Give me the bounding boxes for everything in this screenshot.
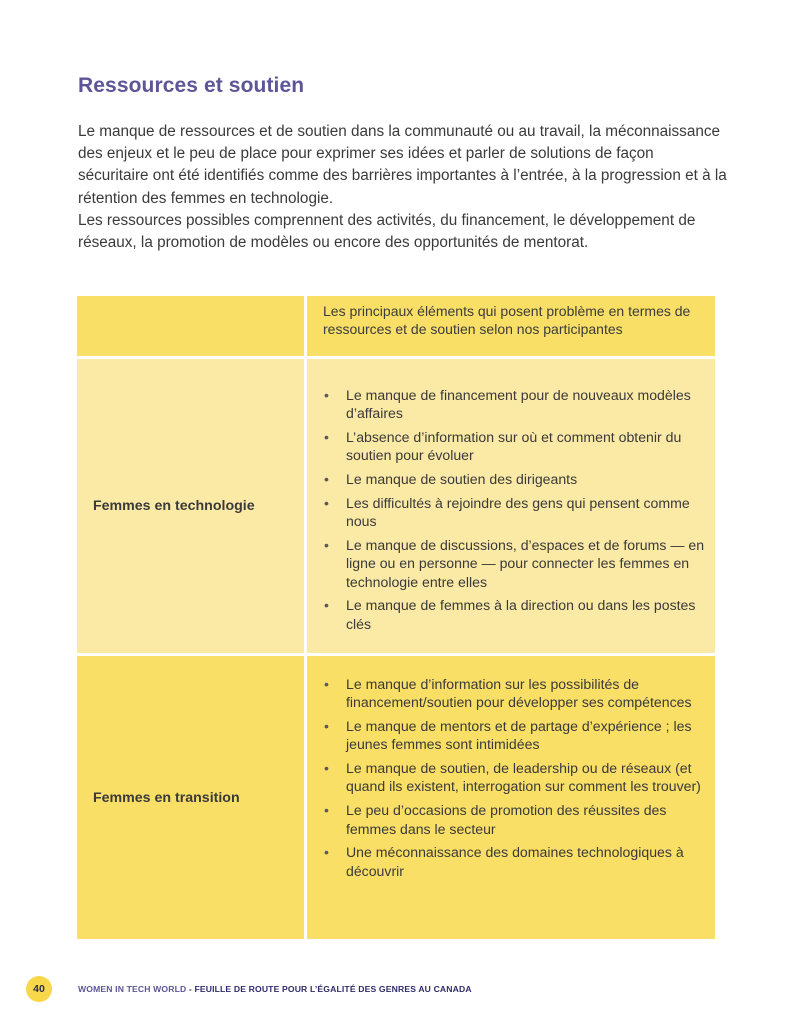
bullet-list	[307, 656, 715, 880]
resources-table	[77, 296, 715, 939]
list-item-text: Le manque d’information sur les possibilités de financement/soutien pour développer ses compétences	[346, 676, 692, 711]
intro-paragraph: Le manque de ressources et de soutien dans la communauté ou au travail, la méconnaissance des enjeux et le peu de place pour exprimer ses idées et parler de solutions de façon sécuritaire ont été identifiés comme des barrières importantes à l’entrée, à la progression et à la rétention des femmes en technologie.	[78, 123, 727, 207]
page-number-badge	[26, 976, 52, 1002]
row-label-text: Femmes en technologie	[93, 498, 255, 514]
list-item-text: Le manque de soutien des dirigeants	[346, 471, 578, 488]
list-item	[307, 843, 715, 880]
list-item	[307, 596, 715, 633]
list-item	[307, 428, 715, 465]
table-header-left-cell	[77, 296, 304, 356]
list-item-text: Le manque de discussions, d’espaces et de forums — en ligne ou en personne — pour connecter les femmes en technologie entre elles	[346, 537, 705, 590]
bullet-icon: •	[324, 537, 329, 554]
page-number: 40	[33, 983, 45, 995]
list-item	[307, 386, 715, 423]
intro-paragraph: Les ressources possibles comprennent des activités, du financement, le développement de réseaux, la promotion de modèles ou encore des opportunités de mentorat.	[78, 211, 696, 252]
footer-brand: WOMEN IN TECH WORLD	[78, 984, 187, 994]
footer	[78, 984, 472, 994]
list-item	[307, 536, 715, 591]
bullet-icon: •	[324, 387, 329, 403]
row-items-women-in-transition	[307, 656, 715, 939]
section-title: Ressources et soutien	[78, 74, 305, 97]
footer-document-title: FEUILLE DE ROUTE POUR L’ÉGALITÉ DES GENRES AU CANADA	[194, 984, 472, 994]
list-item	[307, 675, 715, 712]
footer-separator: -	[186, 984, 195, 994]
list-item	[307, 801, 715, 838]
bullet-icon: •	[324, 760, 329, 777]
list-item-text: Le manque de soutien, de leadership ou de réseaux (et quand ils existent, interrogation sur comment les trouver)	[346, 760, 701, 795]
list-item-text: Le manque de femmes à la direction ou dans les postes clés	[346, 597, 696, 632]
row-label-text: Femmes en transition	[93, 789, 240, 806]
row-label-women-in-tech	[77, 359, 304, 653]
bullet-icon: •	[324, 429, 329, 446]
list-item	[307, 494, 715, 531]
intro-text	[78, 121, 728, 254]
list-item	[307, 470, 715, 488]
list-item-text: Les difficultés à rejoindre des gens qui pensent comme nous	[346, 494, 690, 530]
list-item-text: Le manque de mentors et de partage d’expérience ; les jeunes femmes sont intimidées	[346, 718, 692, 753]
bullet-icon: •	[324, 597, 329, 614]
bullet-icon: •	[324, 676, 329, 692]
row-label-women-in-transition	[77, 656, 304, 939]
bullet-icon: •	[324, 494, 329, 511]
list-item	[307, 717, 715, 754]
table-header-right-cell: Les principaux éléments qui posent problème en termes de ressources et de soutien selon nos participantes	[307, 296, 715, 356]
bullet-icon: •	[324, 718, 329, 735]
list-item-text: Le peu d’occasions de promotion des réussites des femmes dans le secteur	[346, 802, 667, 837]
bullet-icon: •	[324, 844, 329, 861]
row-items-women-in-tech	[307, 359, 715, 653]
list-item-text: Le manque de financement pour de nouveaux modèles d’affaires	[346, 387, 691, 422]
bullet-icon: •	[324, 471, 329, 488]
bullet-list	[307, 359, 715, 633]
list-item-text: L’absence d’information sur où et comment obtenir du soutien pour évoluer	[346, 429, 682, 464]
list-item	[307, 759, 715, 796]
list-item-text: Une méconnaissance des domaines technologiques à découvrir	[346, 844, 684, 879]
bullet-icon: •	[324, 802, 329, 819]
